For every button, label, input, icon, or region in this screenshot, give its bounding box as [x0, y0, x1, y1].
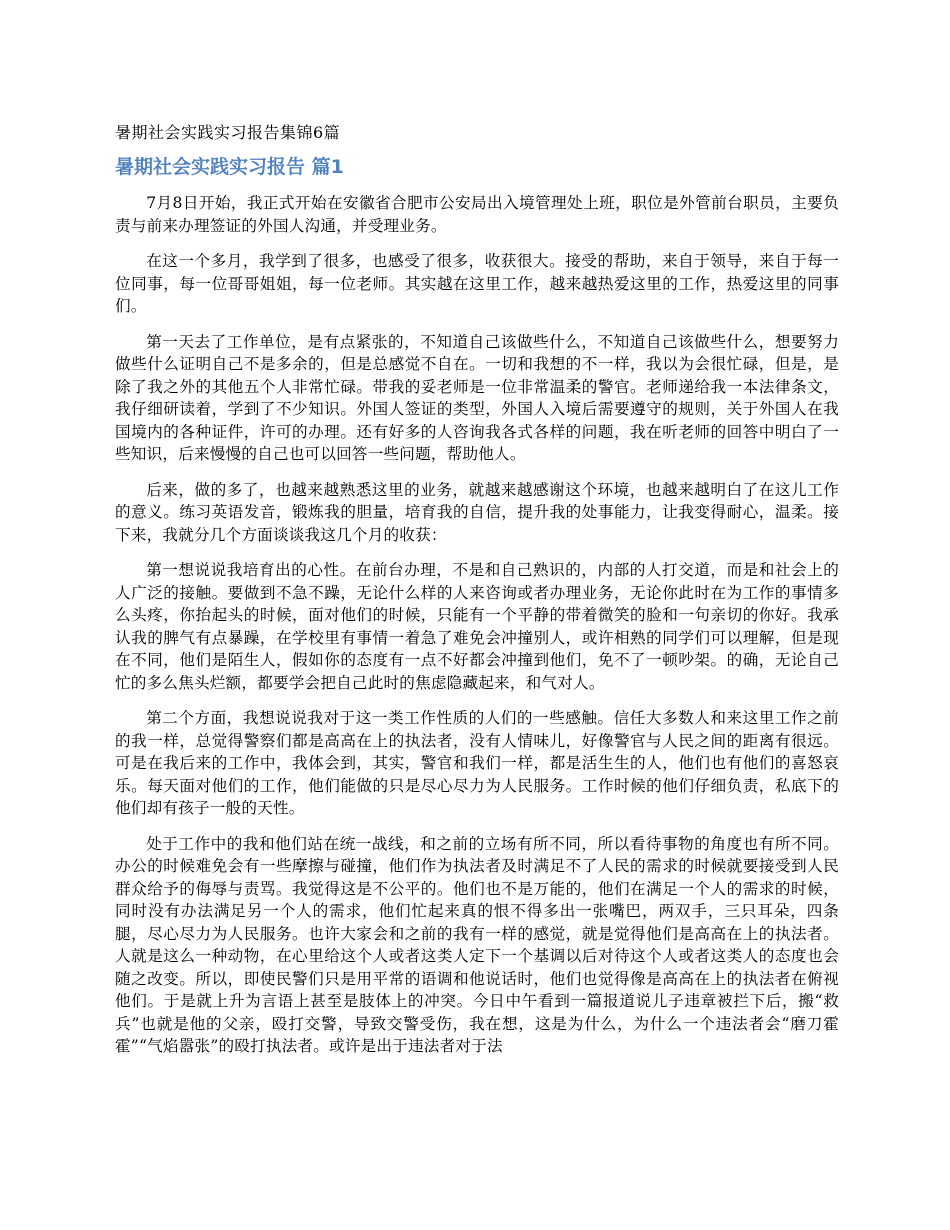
- paragraph: 第二个方面，我想说说我对于这一类工作性质的人们的一些感触。信任大多数人和来这里工作之前的我一样，总觉得警察们都是高高在上的执法者，没有人情味儿，好像警官与人民之间的距离有很远。可是在我后来的工作中，我体会到，其实，警官和我们一样，都是活生生的人，他们也有他们的喜怒哀乐。每天面对他们的工作，他们能做的只是尽心尽力为人民服务。工作时候的他们仔细负责，私底下的他们却有孩子一般的天性。: [115, 709, 839, 817]
- paragraph: 第一想说说我培育出的心性。在前台办理，不是和自己熟识的，内部的人打交道，而是和社会上的人广泛的接触。要做到不急不躁，无论什么样的人来咨询或者办理业务，无论你此时在为工作的事情多么头疼，你抬起头的时候，面对他们的时候，只能有一个平静的带着微笑的脸和一句亲切的你好。我承认我的脾气有点暴躁，在学校里有事情一着急了难免会冲撞别人，或许相熟的同学们可以理解，但是现在不同，他们是陌生人，假如你的态度有一点不好都会冲撞到他们，免不了一顿吵架。的确，无论自己忙的多么焦头烂额，都要学会把自己此时的焦虑隐藏起来，和气对人。: [115, 561, 839, 692]
- section-heading: 暑期社会实践实习报告 篇1: [115, 156, 344, 178]
- paragraph: 在这一个多月，我学到了很多，也感受了很多，收获很大。接受的帮助，来自于领导，来自于每一位同事，每一位哥哥姐姐，每一位老师。其实越在这里工作，越来越热爱这里的工作，热爱这里的同事们。: [115, 252, 839, 315]
- document-page: [115, 120, 839, 1071]
- paragraph: 处于工作中的我和他们站在统一战线，和之前的立场有所不同，所以看待事物的角度也有所不同。办公的时候难免会有一些摩擦与碰撞，他们作为执法者及时满足不了人民的需求的时候就要接受到人民群众给予的侮辱与责骂。我觉得这是不公平的。他们也不是万能的，他们在满足一个人的需求的时候，同时没有办法满足另一个人的需求，他们忙起来真的恨不得多出一张嘴巴，两双手，三只耳朵，四条腿，尽心尽力为人民服务。也许大家会和之前的我有一样的感觉，就是觉得他们是高高在上的执法者。人就是这么一种动物，在心里给这个人或者这类人定下一个基调以后对待这个人或者这类人的态度也会随之改变。所以，即使民警们只是用平常的语调和他说话时，他们也觉得像是高高在上的执法者在俯视他们。于是就上升为言语上甚至是肢体上的冲突。今日中午看到一篇报道说儿子违章被拦下后，搬“救兵”也就是他的父亲，殴打交警，导致交警受伤，我在想，这是为什么，为什么一个违法者会“磨刀霍霍”“气焰嚣张”的殴打执法者。或许是出于违法者对于法: [115, 834, 839, 1055]
- paragraph: 后来，做的多了，也越来越熟悉这里的业务，就越来越感谢这个环境，也越来越明白了在这儿工作的意义。练习英语发音，锻炼我的胆量，培育我的自信，提升我的处事能力，让我变得耐心，温柔。接下来，我就分几个方面谈谈我这几个月的收获：: [115, 480, 839, 544]
- document-title: 暑期社会实践实习报告集锦6篇: [115, 123, 341, 142]
- paragraph: 7月8日开始，我正式开始在安徽省合肥市公安局出入境管理处上班，职位是外管前台职员，主要负责与前来办理签证的外国人沟通，并受理业务。: [115, 194, 839, 235]
- paragraph: 第一天去了工作单位，是有点紧张的，不知道自己该做些什么，不知道自己该做些什么，想要努力做些什么证明自己不是多余的，但是总感觉不自在。一切和我想的不一样，我以为会很忙碌，但是，是除了我之外的其他五个人非常忙碌。带我的妥老师是一位非常温柔的警官。老师递给我一本法律条文，我仔细研读着，学到了不少知识。外国人签证的类型，外国人入境后需要遵守的规则，关于外国人在我国境内的各种证件，许可的办理。还有好多的人咨询我各式各样的问题，我在听老师的回答中明白了一些知识，后来慢慢的自己也可以回答一些问题，帮助他人。: [115, 332, 839, 463]
